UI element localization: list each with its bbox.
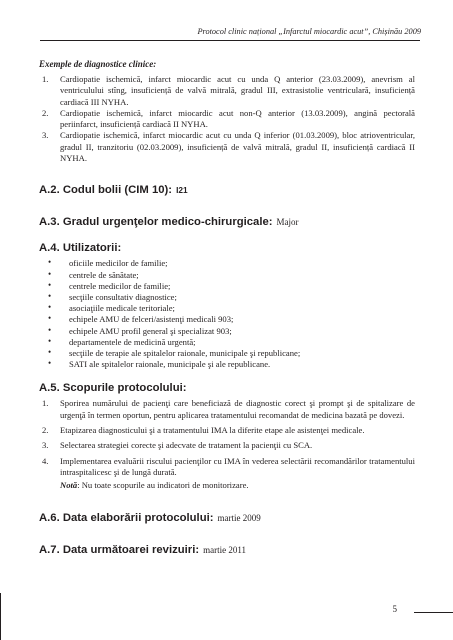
list-item: • secţiile de terapie ale spitalelor raionale, municipale şi republicane; (48, 347, 301, 358)
list-item: • echipele AMU de felceri/asistenţi medicali 903; (48, 313, 234, 325)
footer-rule (414, 612, 453, 613)
page-content (39, 59, 415, 558)
list-item: 1. Sporirea numărului de pacienţi care beneficiază de diagnostic corect şi prompt şi de spitalizare de urgenţă în termen oportun, pentru aplicarea tratamentului recomandat de medicina bazată pe dovezi. (42, 398, 415, 420)
list-item: • centrele medicilor de familie; (48, 279, 171, 291)
section-a6 (39, 508, 415, 526)
objectives-list (39, 398, 415, 478)
list-item: 2. Etapizarea diagnosticului şi a tratamentului IMA la diferite etape ale asistenţei medicale. (42, 425, 365, 435)
section-a5 (39, 382, 415, 490)
section-title: A.4. Utilizatorii: (39, 242, 122, 255)
section-title: A.3. Gradul urgenţelor medico-chirurgicale: (39, 216, 273, 229)
revision-date: martie 2011 (203, 545, 246, 556)
note-label: Notă (60, 480, 78, 491)
section-title: A.6. Data elaborării protocolului: (39, 512, 214, 525)
running-header: Protocol clinic național „Infarctul miocardic acut”, Chișinău 2009 (197, 27, 421, 36)
section-a2 (39, 180, 415, 198)
list-item: • oficiile medicilor de familie; (48, 257, 168, 269)
users-list (39, 258, 415, 370)
list-item: • centrele de sănătate; (48, 268, 139, 280)
section-title: A.2. Codul bolii (CIM 10): (39, 184, 173, 197)
list-item: • asociaţiile medicale teritoriale; (48, 302, 175, 314)
header-rule (40, 40, 420, 41)
examples-heading: Exemple de diagnostice clinice: (39, 59, 157, 69)
page-edge-mark (0, 593, 1, 640)
urgency-level: Major (276, 217, 299, 228)
example-item: 1. Cardiopatie ischemică, infarct miocardic acut cu unda Q anterior (23.03.2009), anevrism al ventriculului stîng, insuficiență de valvă mitrală, gradul III, extrasistolie ventriculară, insuficiență cardiacă III NYHA. (42, 74, 415, 107)
note: Notă: Nu toate scopurile au indicatori de monitorizare. (60, 480, 249, 491)
list-item: • departamentele de medicină urgentă; (48, 335, 196, 347)
example-item: 2. Cardiopatie ischemică, infarct miocardic acut non-Q anterior (13.03.2009), angină pectorală periinfarct, insuficiență cardiacă II NYHA. (42, 107, 415, 130)
page-number: 5 (392, 604, 397, 614)
icd-code: I21 (176, 185, 188, 196)
section-a7 (39, 540, 415, 558)
list-item: • SATI ale spitalelor raionale, municipale şi ale republicane. (48, 358, 271, 370)
section-a4 (39, 242, 415, 370)
list-item: 4. Implementarea evaluării riscului pacienţilor cu IMA în vederea selectării recomandărilor tratamentului intraspitalicesc şi de lungă durată. (42, 455, 415, 477)
elaboration-date: martie 2009 (217, 513, 261, 524)
section-a3 (39, 212, 415, 230)
list-item: 3. Selectarea strategiei corecte şi adecvate de tratament la pacienţii cu SCA. (42, 440, 313, 451)
list-item: • echipele AMU profil general şi specializat 903; (48, 324, 232, 336)
section-title: A.5. Scopurile protocolului: (39, 382, 187, 395)
list-item: • secţiile consultativ diagnostice; (48, 290, 177, 302)
section-title: A.7. Data următoarei revizuiri: (39, 544, 200, 557)
examples-list (39, 74, 415, 164)
example-item: 3. Cardiopatie ischemică, infarct miocardic acut cu unda Q inferior (01.03.2009), bloc atrioventricular, gradul II, tranzitoriu (02.03.2009), insuficiență de valvă mitrală, gradul II, insuficiență cardiacă II NYHA. (42, 130, 415, 164)
